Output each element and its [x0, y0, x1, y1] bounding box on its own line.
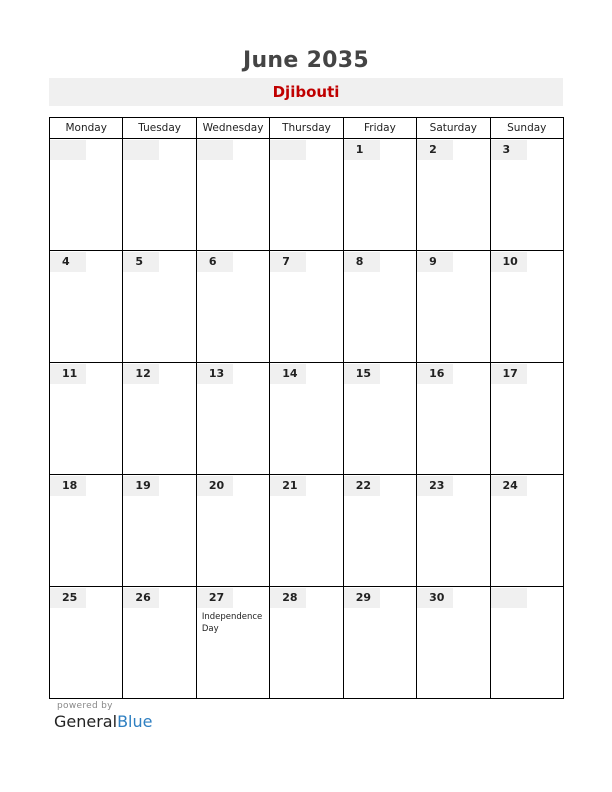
day-cell[interactable] [123, 475, 196, 587]
day-number: 20 [197, 476, 233, 496]
day-number: 26 [123, 588, 159, 608]
day-cell[interactable] [343, 251, 416, 363]
day-number: 12 [123, 364, 159, 384]
weekday-header: Sunday [490, 118, 563, 139]
day-cell[interactable] [490, 587, 563, 699]
day-number [197, 140, 233, 160]
country-banner [49, 78, 563, 106]
day-cell[interactable] [490, 363, 563, 475]
day-cell[interactable] [417, 363, 490, 475]
day-number: 11 [50, 364, 86, 384]
day-number: 14 [270, 364, 306, 384]
calendar-title: June 2035 [242, 48, 370, 73]
logo-general-text: General [54, 712, 118, 731]
day-number: 28 [270, 588, 306, 608]
day-number: 30 [417, 588, 453, 608]
day-cell[interactable] [50, 475, 123, 587]
day-number: 3 [491, 140, 527, 160]
week-row [50, 475, 564, 587]
day-cell[interactable] [343, 363, 416, 475]
day-number: 16 [417, 364, 453, 384]
day-number: 23 [417, 476, 453, 496]
country-name: Djibouti [272, 83, 340, 101]
day-cell[interactable] [270, 251, 343, 363]
day-cell[interactable] [270, 363, 343, 475]
day-cell[interactable] [123, 251, 196, 363]
weekday-header: Saturday [417, 118, 490, 139]
day-cell[interactable] [417, 587, 490, 699]
holiday-label: Independence Day [201, 612, 263, 634]
day-number: 2 [417, 140, 453, 160]
day-number: 10 [491, 252, 527, 272]
weekday-header: Friday [343, 118, 416, 139]
day-number: 21 [270, 476, 306, 496]
weekday-header: Tuesday [123, 118, 196, 139]
day-number: 17 [491, 364, 527, 384]
day-cell[interactable] [490, 251, 563, 363]
generalblue-logo[interactable] [54, 712, 152, 731]
day-cell[interactable] [417, 139, 490, 251]
day-cell[interactable] [196, 139, 269, 251]
day-number: 5 [123, 252, 159, 272]
day-number: 18 [50, 476, 86, 496]
day-cell[interactable] [417, 251, 490, 363]
weekday-header: Wednesday [196, 118, 269, 139]
day-number: 4 [50, 252, 86, 272]
week-row [50, 587, 564, 699]
day-number: 9 [417, 252, 453, 272]
day-number [50, 140, 86, 160]
calendar-grid [49, 117, 564, 699]
week-row [50, 363, 564, 475]
day-cell[interactable] [343, 475, 416, 587]
day-cell[interactable] [196, 363, 269, 475]
day-number: 29 [344, 588, 380, 608]
day-cell[interactable] [50, 587, 123, 699]
day-cell[interactable] [123, 363, 196, 475]
week-row [50, 251, 564, 363]
weekday-header: Monday [50, 118, 123, 139]
day-number: 8 [344, 252, 380, 272]
day-number: 7 [270, 252, 306, 272]
day-cell[interactable] [490, 475, 563, 587]
day-cell[interactable] [417, 475, 490, 587]
day-cell[interactable] [196, 475, 269, 587]
day-cell[interactable] [50, 251, 123, 363]
day-cell[interactable] [50, 363, 123, 475]
day-number: 1 [344, 140, 380, 160]
day-cell[interactable] [490, 139, 563, 251]
day-cell[interactable] [270, 139, 343, 251]
day-number: 22 [344, 476, 380, 496]
day-number: 19 [123, 476, 159, 496]
powered-by-label: powered by [57, 701, 113, 711]
day-number: 27 [197, 588, 233, 608]
day-cell[interactable] [123, 587, 196, 699]
day-number [123, 140, 159, 160]
day-number: 13 [197, 364, 233, 384]
logo-blue-text: Blue [117, 712, 153, 731]
day-cell[interactable] [196, 251, 269, 363]
day-number [270, 140, 306, 160]
day-number: 6 [197, 252, 233, 272]
day-number: 25 [50, 588, 86, 608]
day-cell[interactable] [343, 139, 416, 251]
day-cell[interactable] [270, 475, 343, 587]
week-row [50, 139, 564, 251]
day-cell[interactable] [343, 587, 416, 699]
day-number: 15 [344, 364, 380, 384]
day-cell[interactable] [196, 587, 269, 699]
day-cell[interactable] [270, 587, 343, 699]
day-cell[interactable] [50, 139, 123, 251]
day-number: 24 [491, 476, 527, 496]
weekday-header-row [50, 118, 564, 139]
day-cell[interactable] [123, 139, 196, 251]
weekday-header: Thursday [270, 118, 343, 139]
day-number [491, 588, 527, 608]
